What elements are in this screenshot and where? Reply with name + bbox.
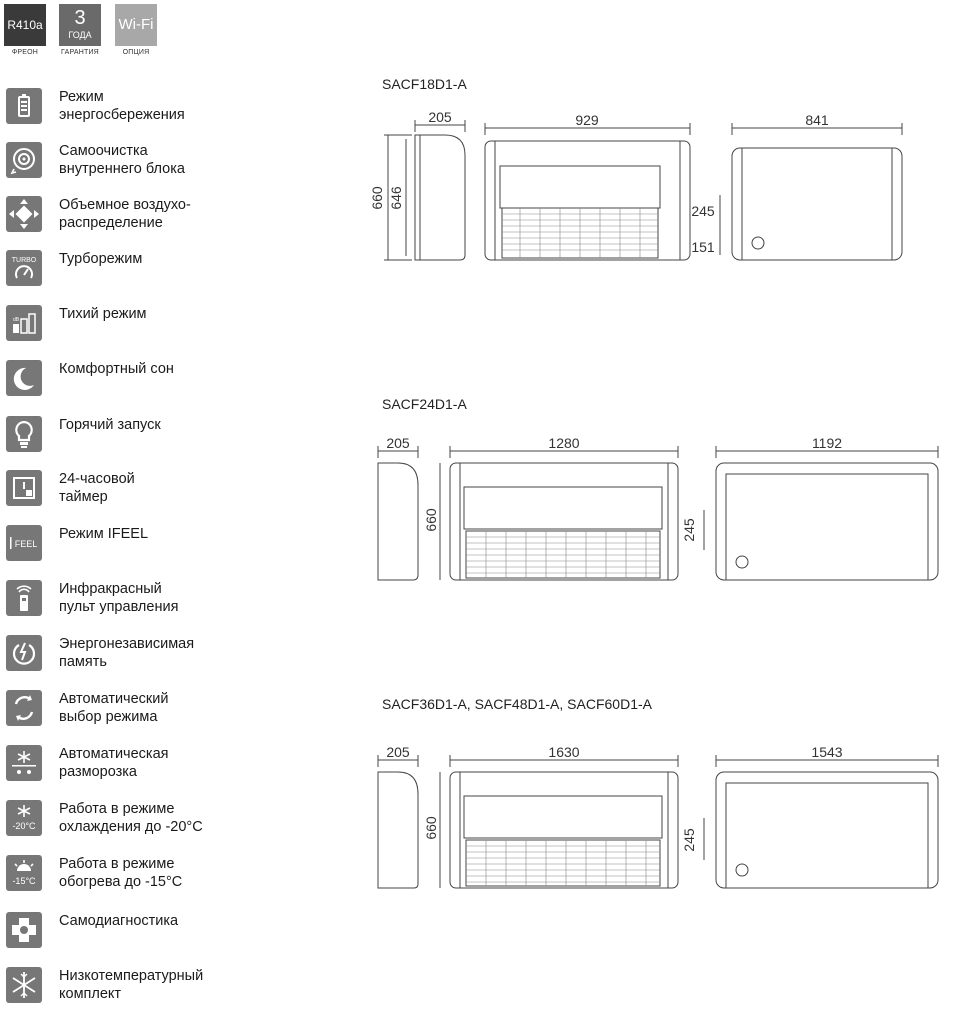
- feature-label: Объемное воздухо- распределение: [59, 197, 191, 231]
- feature-label: Самодиагностика: [59, 913, 179, 929]
- front-view-outline: [450, 463, 678, 580]
- side-view-outline: [378, 463, 418, 580]
- auto-mode-icon: [6, 690, 42, 726]
- model-title-1: SACF18D1-A: [382, 76, 467, 92]
- dim-top-width: 841: [805, 112, 829, 128]
- model-2-drawing: [360, 428, 940, 593]
- wifi-label: Wi-Fi: [118, 16, 154, 33]
- turbo-icon: [6, 250, 42, 286]
- wifi-badge: [115, 4, 157, 46]
- dim-h2: 151: [691, 239, 715, 255]
- feature-turbo: [6, 250, 246, 296]
- feature-airflow: [6, 196, 246, 242]
- self-clean-icon: [6, 142, 42, 178]
- feature-label: Автоматическая разморозка: [59, 746, 169, 780]
- feature-label: Режим энергосбережения: [59, 89, 185, 123]
- model-3-drawing: [360, 738, 940, 898]
- refrigerant-label: R410a: [7, 18, 43, 32]
- dim-side-width: 205: [386, 435, 410, 451]
- cooling-icon-text: -20°C: [12, 821, 36, 831]
- dim-front-width: 1630: [548, 744, 580, 760]
- dim-height-outer: 660: [423, 508, 439, 532]
- power-memory-icon: [6, 635, 42, 671]
- feature-heating-15: [6, 855, 246, 901]
- snowflake-icon: [6, 967, 42, 1003]
- refrigerant-badge: [4, 4, 46, 46]
- feature-label: Энергонезависимая память: [59, 636, 195, 670]
- feature-label: Турборежим: [59, 251, 143, 267]
- remote-control-icon: [6, 580, 42, 616]
- timer-icon: [6, 470, 42, 506]
- dim-side-width: 205: [428, 109, 452, 125]
- feature-cooling-20: [6, 800, 246, 846]
- quiet-mode-icon: [6, 305, 42, 341]
- self-diagnosis-icon: [6, 912, 42, 948]
- dim-top-width: 1543: [811, 744, 843, 760]
- feature-label: 24-часовой таймер: [59, 471, 135, 505]
- feature-label: Тихий режим: [59, 306, 147, 322]
- feature-self-diagnosis: [6, 912, 246, 958]
- feature-label: Самоочистка внутреннего блока: [59, 143, 185, 177]
- defrost-icon: [6, 745, 42, 781]
- warranty-badge: [59, 4, 101, 46]
- ifeel-icon: [6, 525, 42, 561]
- side-view-outline: [415, 135, 465, 260]
- feature-memory: [6, 635, 246, 681]
- cooling-minus20-icon: [6, 800, 42, 836]
- feature-ifeel: [6, 525, 246, 571]
- dim-side-width: 205: [386, 744, 410, 760]
- battery-icon: [6, 88, 42, 124]
- top-view-outline: [732, 148, 902, 260]
- feature-quiet: [6, 305, 246, 351]
- top-view-outline: [716, 772, 938, 888]
- feature-label: Автоматический выбор режима: [59, 691, 169, 725]
- feature-energy-saving: [6, 88, 246, 134]
- svg-text:dB: dB: [12, 317, 20, 323]
- hot-start-bulb-icon: [6, 416, 42, 452]
- feature-label: Работа в режиме охлаждения до -20°C: [59, 801, 203, 835]
- side-view-outline: [378, 772, 418, 888]
- front-view-outline: [450, 772, 678, 888]
- feature-sleep: [6, 360, 246, 406]
- feature-timer: [6, 470, 246, 516]
- feature-label: Режим IFEEL: [59, 526, 149, 542]
- dim-top-width: 1192: [811, 435, 843, 451]
- wifi-caption: ОПЦИЯ: [122, 49, 150, 56]
- sleep-moon-icon: [6, 360, 42, 396]
- feature-label: Работа в режиме обогрева до -15°C: [59, 856, 183, 890]
- dim-h1: 245: [691, 203, 715, 219]
- feature-label: Низкотемпературный комплект: [59, 968, 204, 1002]
- feature-label: Горячий запуск: [59, 417, 161, 433]
- refrigerant-caption: ФРЕОН: [11, 49, 39, 56]
- airflow-arrows-icon: [6, 196, 42, 232]
- warranty-caption: ГАРАНТИЯ: [61, 49, 99, 56]
- heating-icon-text: -15°C: [12, 876, 36, 886]
- feature-label: Комфортный сон: [59, 361, 174, 377]
- dim-height-outer: 660: [423, 816, 439, 840]
- feature-auto-mode: [6, 690, 246, 736]
- warranty-unit: ГОДА: [68, 30, 92, 40]
- top-view-outline: [716, 463, 938, 580]
- model-title-3: SACF36D1-A, SACF48D1-A, SACF60D1-A: [382, 696, 652, 712]
- model-1-drawing: [360, 108, 920, 278]
- dim-height-inner: 646: [388, 186, 404, 210]
- dim-front-width: 929: [575, 112, 599, 128]
- feature-self-clean: [6, 142, 246, 188]
- feature-hot-start: [6, 416, 246, 462]
- feature-label: Инфракрасный пульт управления: [59, 581, 179, 615]
- warranty-years: 3: [74, 7, 86, 29]
- feature-defrost: [6, 745, 246, 791]
- heating-minus15-icon: [6, 855, 42, 891]
- feature-low-temp-kit: [6, 967, 246, 1013]
- turbo-icon-text: TURBO: [11, 257, 37, 264]
- feature-remote: [6, 580, 246, 626]
- dim-front-width: 1280: [548, 435, 580, 451]
- dim-h1: 245: [681, 518, 697, 542]
- model-title-2: SACF24D1-A: [382, 396, 467, 412]
- front-view-outline: [485, 141, 690, 260]
- dim-h1: 245: [681, 828, 697, 852]
- ifeel-icon-text: FEEL: [14, 539, 38, 549]
- dim-height-outer: 660: [369, 186, 385, 210]
